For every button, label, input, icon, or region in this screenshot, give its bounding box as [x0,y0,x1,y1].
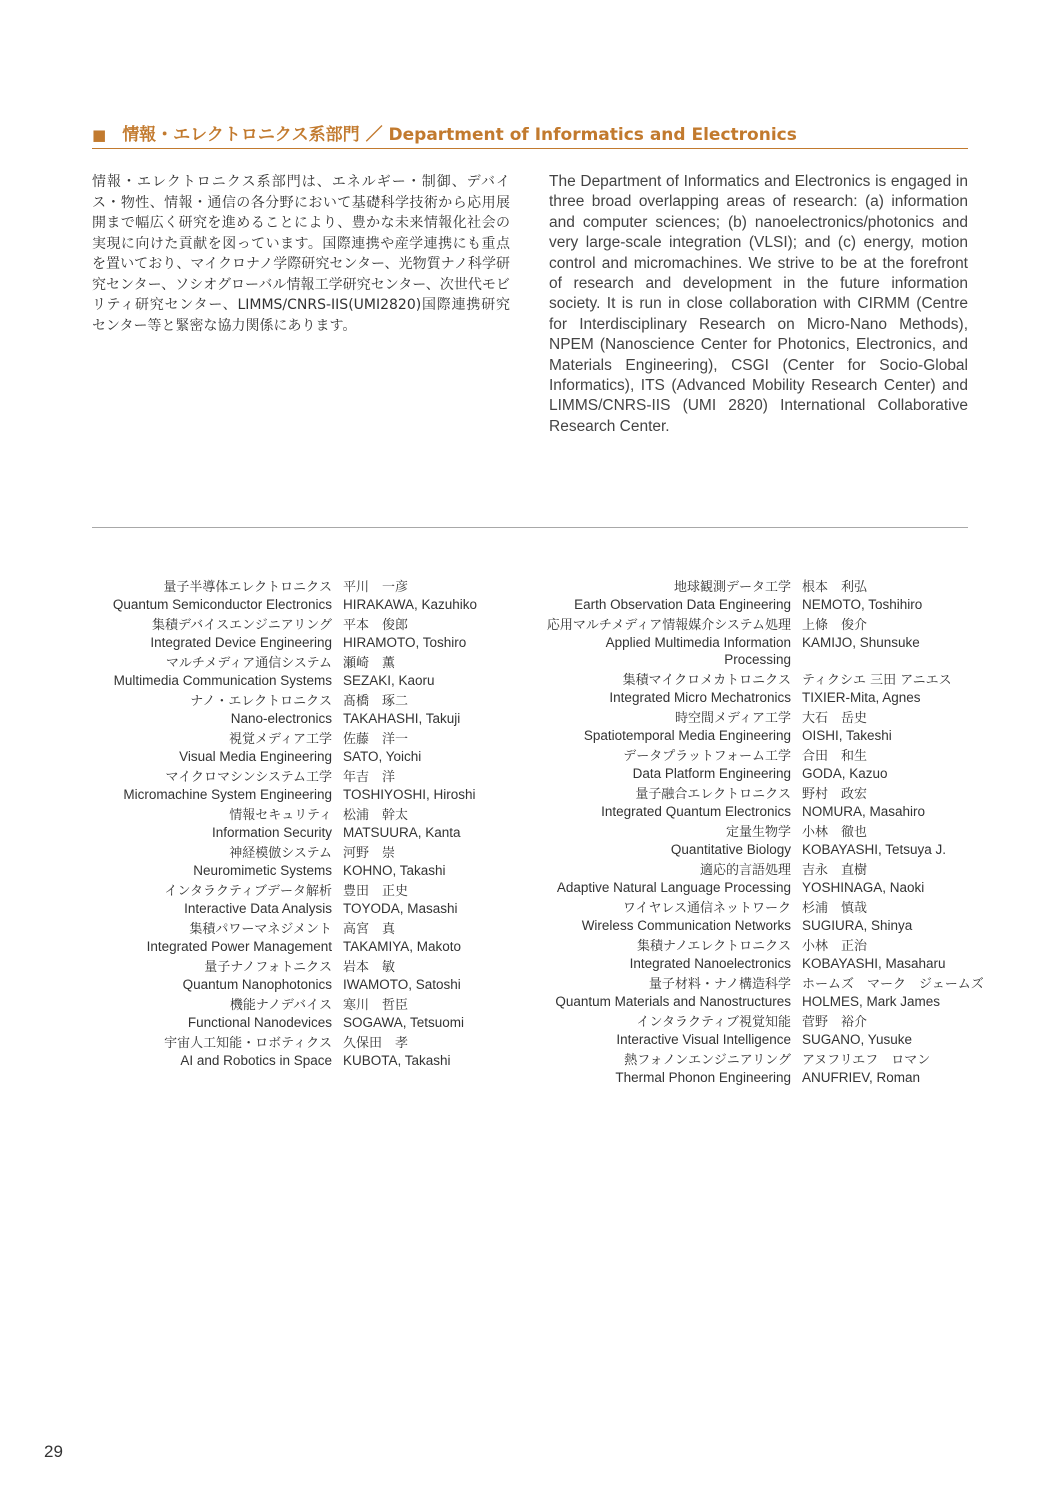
lab-entry [0,883,520,917]
lab-title [0,997,332,1031]
lab-title [540,900,791,934]
professor-name-en: NEMOTO, Toshihiro [802,597,923,612]
professor-name [332,921,461,955]
professor-name-en: OISHI, Takeshi [802,728,892,743]
lab-entry [0,845,520,879]
lab-name-jp: 量子材料・ナノ構造科学 [648,977,791,992]
section-divider [92,527,968,528]
lab-name-en: Quantum Semiconductor Electronics [112,597,332,612]
lab-name-en: Spatiotemporal Media Engineering [583,728,791,743]
lab-title [540,579,791,613]
lab-title [0,579,332,613]
lab-name-jp: マイクロマシンシステム工学 [165,770,332,785]
lab-name-jp: 集積パワーマネジメント [189,922,332,937]
lab-name-jp: 量子半導体エレクトロニクス [163,580,332,595]
professor-name-jp: ホームズ マーク ジェームズ [802,977,984,992]
lab-name-jp: 集積ナノエレクトロニクス [636,939,791,954]
lab-name-jp: インタラクティブ視覚知能 [636,1015,791,1030]
professor-name-en: TOYODA, Masashi [343,901,458,916]
professor-name [791,824,946,858]
professor-name-en: TIXIER-Mita, Agnes [802,690,921,705]
lab-title [0,617,332,651]
lab-entry [540,824,1058,858]
lab-entry [0,617,520,651]
professor-name-jp: 瀬崎 薫 [343,656,396,671]
lab-name-jp: 神経模倣システム [229,846,332,861]
professor-name-en: KOBAYASHI, Tetsuya J. [802,842,947,857]
professor-name-en: KOHNO, Takashi [343,863,446,878]
lab-name-en: Functional Nanodevices [187,1015,332,1030]
professor-name [332,655,435,689]
lab-name-jp: 応用マルチメディア情報媒介システム処理 [546,618,791,633]
lab-name-en: Processing [724,652,791,667]
professor-name [791,710,892,744]
lab-entry [540,1014,1058,1048]
lab-entry [0,769,520,803]
professor-name-jp: 平本 俊郎 [343,618,409,633]
lab-entry [540,579,1058,613]
lab-name-en: Integrated Device Engineering [150,635,332,650]
lab-name-jp: 適応的言語処理 [699,863,791,878]
professor-name-en: HIRAMOTO, Toshiro [343,635,467,650]
lab-title [0,883,332,917]
lab-title [0,921,332,955]
professor-name [791,900,912,934]
professor-name-jp: 吉永 直樹 [802,863,868,878]
lab-name-jp: データプラットフォーム工学 [623,749,791,764]
lab-name-jp: 視覚メディア工学 [229,732,332,747]
professor-name [791,579,922,613]
lab-name-en: Earth Observation Data Engineering [574,597,791,612]
professor-name-en: SOGAWA, Tetsuomi [343,1015,465,1030]
lab-list-left [0,579,520,1073]
professor-name [332,883,458,917]
professor-name-jp: 野村 政宏 [802,787,868,802]
lab-entry [540,710,1058,744]
lab-title [540,824,791,858]
professor-name-jp: 大石 岳史 [802,711,868,726]
professor-name-jp: 年吉 洋 [343,770,396,785]
heading-divider [92,148,968,149]
section-heading [92,124,968,146]
square-bullet-icon: ■ [92,126,107,144]
professor-name [791,672,952,706]
professor-name-jp: 高宮 真 [343,922,396,937]
professor-name [332,769,476,803]
lab-title [0,1035,332,1069]
lab-name-jp: ナノ・エレクトロニクス [190,694,332,709]
lab-entry [0,731,520,765]
lab-name-en: Interactive Visual Intelligence [616,1032,791,1047]
lab-name-en: Integrated Quantum Electronics [601,804,791,819]
professor-name [332,617,466,651]
lab-name-en: Integrated Nanoelectronics [629,956,791,971]
lab-entry [0,1035,520,1069]
professor-name-en: TAKAMIYA, Makoto [343,939,462,954]
professor-name-en: GODA, Kazuo [802,766,888,781]
professor-name-jp: 松浦 幹太 [343,808,409,823]
lab-name-en: Visual Media Engineering [179,749,332,764]
lab-title [0,769,332,803]
lab-title [0,693,332,727]
lab-name-jp: 量子ナノフォトニクス [204,960,332,975]
professor-name-en: TAKAHASHI, Takuji [343,711,461,726]
professor-name [791,862,924,896]
lab-title [540,672,791,706]
lab-title [540,976,791,1010]
professor-name-en: IWAMOTO, Satoshi [343,977,461,992]
lab-title [540,617,791,668]
lab-name-jp: 熱フォノンエンジニアリング [624,1053,791,1068]
lab-entry [540,617,1058,668]
professor-name-jp: 豊田 正史 [343,884,409,899]
lab-entry [540,672,1058,706]
professor-name [791,938,946,972]
lab-name-en: Integrated Micro Mechatronics [609,690,791,705]
professor-name-jp: アヌフリエフ ロマン [802,1053,931,1068]
professor-name [791,976,984,1010]
professor-name-en: KAMIJO, Shunsuke [802,635,920,650]
lab-title [540,938,791,972]
professor-name-en: SEZAKI, Kaoru [343,673,435,688]
lab-title [540,786,791,820]
lab-name-en: Information Security [211,825,332,840]
lab-entry [540,976,1058,1010]
lab-name-en: Applied Multimedia Information [605,635,791,650]
professor-name [791,617,920,668]
professor-name [332,845,446,879]
lab-entry [540,748,1058,782]
lab-entry [0,921,520,955]
lab-entry [0,655,520,689]
lab-name-jp: インタラクティブデータ解析 [164,884,332,899]
professor-name-jp: 髙橋 琢二 [343,694,409,709]
intro-japanese: 情報・エレクトロニクス系部門は、エネルギー・制御、デバイス・物性、情報・通信の各分野において基礎科学技術から応用展開まで幅広く研究を進めることにより、豊かな未来情報化社会の実現に向けた貢献を図っています。国際連携や産学連携にも重点を置いており、マイクロナノ学際研究センター、光物質ナノ科学研究センター、ソシオグローバル情報工学研究センター、次世代モビリティ研究センター、LIMMS/CNRS-IIS(UMI2820)国際連携研究センター等と緊密な協力関係にあります。 [92,174,510,334]
lab-entry [540,862,1058,896]
lab-name-jp: 量子融合エレクトロニクス [635,787,791,802]
lab-name-en: Quantum Materials and Nanostructures [555,994,791,1009]
professor-name-jp: 杉浦 慎哉 [802,901,868,916]
professor-name [332,1035,451,1069]
professor-name-jp: 岩本 敏 [343,960,396,975]
professor-name-en: SUGANO, Yusuke [802,1032,913,1047]
lab-name-jp: 集積デバイスエンジニアリング [152,618,332,633]
lab-name-jp: 地球観測データ工学 [673,580,791,595]
professor-name [332,959,461,993]
lab-name-en: Quantitative Biology [670,842,791,857]
lab-name-jp: 情報セキュリティ [229,808,332,823]
lab-name-en: Wireless Communication Networks [581,918,791,933]
professor-name-en: NOMURA, Masahiro [802,804,926,819]
professor-name-jp: 菅野 裕介 [802,1015,868,1030]
lab-name-jp: ワイヤレス通信ネットワーク [622,901,791,916]
professor-name-en: KUBOTA, Takashi [343,1053,451,1068]
lab-name-jp: 集積マイクロメカトロニクス [622,673,791,688]
professor-name-en: HIRAKAWA, Kazuhiko [343,597,478,612]
lab-title [540,862,791,896]
professor-name-jp: 小林 正治 [802,939,868,954]
professor-name-jp: 上條 俊介 [802,618,868,633]
lab-entry [540,786,1058,820]
lab-entry [540,1052,1058,1086]
lab-title [540,710,791,744]
professor-name [332,693,460,727]
intro-english: The Department of Informatics and Electronics is engaged in three broad overlapping areas of research: (a) information and computer sciences; (b) nanoelectronics/photonics and very large-scale integration (VLSI); and (c) energy, motion control and micromachines. We strive to be at the forefront of research and development in the future information society. It is run in close collaboration with CIRMM (Centre for Interdisciplinary Research on Micro-Nano Methods), NPEM (Nanoscience Center for Photonics, Electronics, and Materials Engineering), CSGI (Center for Socio-Global Informatics), ITS (Advanced Mobility Research Center) and LIMMS/CNRS-IIS (UMI 2820) International Collaborative Research Center. [549,173,968,435]
lab-name-en: Neuromimetic Systems [193,863,332,878]
lab-title [0,655,332,689]
professor-name [332,731,421,765]
lab-list-right [540,579,1058,1090]
professor-name-jp: 寒川 哲臣 [343,998,409,1013]
lab-name-jp: 機能ナノデバイス [229,998,332,1013]
professor-name [791,1052,930,1086]
professor-name [332,807,461,841]
lab-entry [0,997,520,1031]
section-title: 情報・エレクトロニクス系部門 ／ Department of Informatics and Electronics [122,125,797,145]
lab-name-en: Data Platform Engineering [632,766,791,781]
professor-name-jp: 小林 徹也 [802,825,868,840]
lab-name-en: Thermal Phonon Engineering [615,1070,791,1085]
professor-name-en: SATO, Yoichi [343,749,422,764]
professor-name-en: MATSUURA, Kanta [343,825,461,840]
lab-name-en: Adaptive Natural Language Processing [556,880,791,895]
professor-name-jp: 合田 和生 [802,749,868,764]
lab-entry [0,807,520,841]
lab-name-en: Micromachine System Engineering [123,787,332,802]
lab-title [540,1052,791,1086]
professor-name-en: ANUFRIEV, Roman [802,1070,921,1085]
professor-name-en: YOSHINAGA, Naoki [802,880,925,895]
lab-entry [540,900,1058,934]
lab-entry [0,693,520,727]
lab-name-en: AI and Robotics in Space [180,1053,332,1068]
lab-name-en: Integrated Power Management [146,939,332,954]
professor-name-jp: ティクシエ 三田 アニエス [802,673,952,688]
professor-name-en: KOBAYASHI, Masaharu [802,956,946,971]
page-number: 29 [44,1442,63,1461]
professor-name [332,579,477,613]
lab-name-jp: 定量生物学 [725,825,791,840]
lab-name-en: Nano-electronics [230,711,332,726]
professor-name [791,786,925,820]
lab-title [540,748,791,782]
professor-name [791,748,888,782]
lab-title [540,1014,791,1048]
lab-title [0,959,332,993]
professor-name-en: HOLMES, Mark James [802,994,941,1009]
lab-entry [0,959,520,993]
professor-name-en: SUGIURA, Shinya [802,918,913,933]
lab-title [0,807,332,841]
professor-name-jp: 河野 崇 [343,846,396,861]
lab-name-jp: 時空間メディア工学 [675,711,791,726]
lab-title [0,845,332,879]
lab-entry [0,579,520,613]
lab-entry [540,938,1058,972]
professor-name-jp: 平川 一彦 [343,580,409,595]
professor-name-jp: 佐藤 洋一 [343,732,409,747]
lab-title [0,731,332,765]
professor-name [791,1014,912,1048]
professor-name [332,997,464,1031]
professor-name-en: TOSHIYOSHI, Hiroshi [343,787,476,802]
professor-name-jp: 根本 利弘 [802,580,868,595]
lab-name-jp: 宇宙人工知能・ロボティクス [164,1036,332,1051]
lab-name-en: Multimedia Communication Systems [113,673,332,688]
lab-name-en: Quantum Nanophotonics [182,977,332,992]
professor-name-jp: 久保田 孝 [343,1036,409,1051]
lab-name-en: Interactive Data Analysis [184,901,332,916]
lab-name-jp: マルチメディア通信システム [165,656,332,671]
